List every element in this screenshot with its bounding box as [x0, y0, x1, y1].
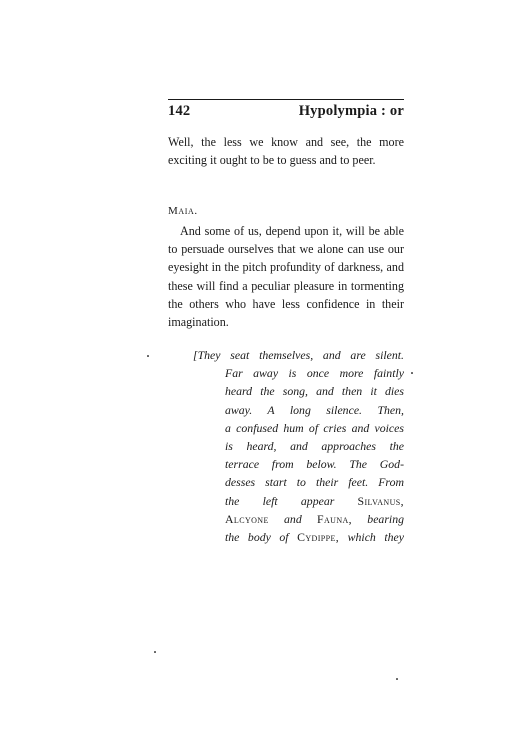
running-head: Hypolympia : or [298, 103, 404, 119]
stage-text: the left appear [225, 493, 358, 508]
scan-speck [154, 651, 156, 653]
stage-direction [193, 346, 404, 546]
stage-line [225, 492, 404, 510]
stage-text: Far away is once more faintly [225, 366, 404, 381]
stage-text: which they [339, 530, 404, 545]
page-header [168, 103, 404, 120]
stage-line [225, 473, 404, 491]
stage-line [225, 510, 404, 528]
scan-speck [411, 372, 413, 374]
speaker-name: Maia. [168, 205, 198, 217]
stage-text: and [268, 511, 317, 526]
stage-text: a confused hum of cries and voices [225, 420, 404, 435]
stage-text: bearing [352, 511, 404, 526]
stage-line [225, 401, 404, 419]
stage-line [225, 382, 404, 400]
stage-line [225, 364, 404, 382]
paragraph-2: And some of us, depend upon it, will be able to persuade ourselves that we alone can use our eyesight in the pitch profundity of darkness, and these will find a peculiar pleasure in tormenting the others who have less confidence in their imagination. [168, 224, 404, 330]
page-number: 142 [168, 103, 191, 119]
scan-speck [147, 355, 149, 357]
stage-text: heard the song, and then it dies [225, 384, 404, 399]
character-name: Cydippe, [297, 530, 340, 545]
stage-text: [They seat themselves, and are silent. [193, 348, 404, 362]
top-rule [168, 99, 404, 100]
stage-line [225, 437, 404, 455]
stage-text: desses start to their feet. From [225, 475, 404, 490]
scan-speck [396, 678, 398, 680]
stage-text: is heard, and approaches the [225, 439, 404, 454]
stage-text: terrace from below. The God- [225, 457, 404, 472]
stage-line [225, 528, 404, 546]
stage-line [193, 346, 404, 364]
character-name: Fauna, [317, 511, 353, 526]
stage-line [225, 455, 404, 473]
character-name: Alcyone [225, 511, 269, 526]
stage-text: away. A long silence. Then, [225, 402, 404, 417]
stage-line [225, 419, 404, 437]
character-name: Silvanus, [357, 493, 404, 508]
stage-text: the body of [225, 530, 298, 545]
paragraph-1: Well, the less we know and see, the more exciting it ought to be to guess and to peer. [168, 135, 404, 168]
